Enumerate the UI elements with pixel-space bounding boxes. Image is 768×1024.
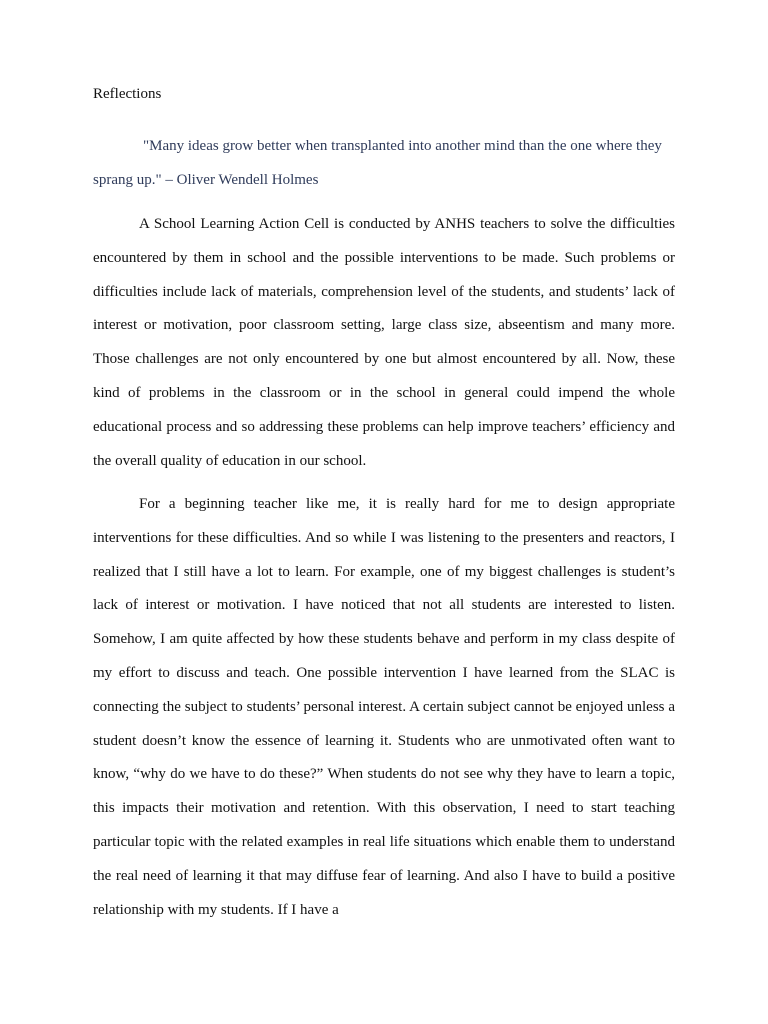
paragraph-2: For a beginning teacher like me, it is really hard for me to design appropriate interventions for these difficulties. And so while I was listening to the presenters and reactors, I realized that I still have a lot to learn. For example, one of my biggest challenges is student’s lack of interest or motivation. I have noticed that not all students are interested to listen. Somehow, I am quite affected by how these students behave and perform in my class despite of my effort to discuss and teach. One possible intervention I have learned from the SLAC is connecting the subject to students’ personal interest. A certain subject cannot be enjoyed unless a student doesn’t know the essence of learning it. Students who are unmotivated often want to know, “why do we have to do these?” When students do not see why they have to learn a topic, this impacts their motivation and retention. With this observation, I need to start teaching particular topic with the related examples in real life situations which enable them to understand the real need of learning it that may diffuse fear of learning. And also I have to build a positive relationship with my students. If I have a (93, 496, 675, 918)
opening-quote: "Many ideas grow better when transplanted into another mind than the one where they sprang up." – Oliver Wendell Holmes (93, 138, 662, 188)
document-heading: Reflections (93, 86, 162, 102)
paragraph-1: A School Learning Action Cell is conducted by ANHS teachers to solve the difficulties encountered by them in school and the possible interventions to be made. Such problems or difficulties include lack of materials, comprehension level of the students, and students’ lack of interest or motivation, poor classroom setting, large class size, abseentism and many more. Those challenges are not only encountered by one but almost encountered by all. Now, these kind of problems in the classroom or in the school in general could impend the whole educational process and so addressing these problems can help improve teachers’ efficiency and the overall quality of education in our school. (93, 216, 675, 469)
